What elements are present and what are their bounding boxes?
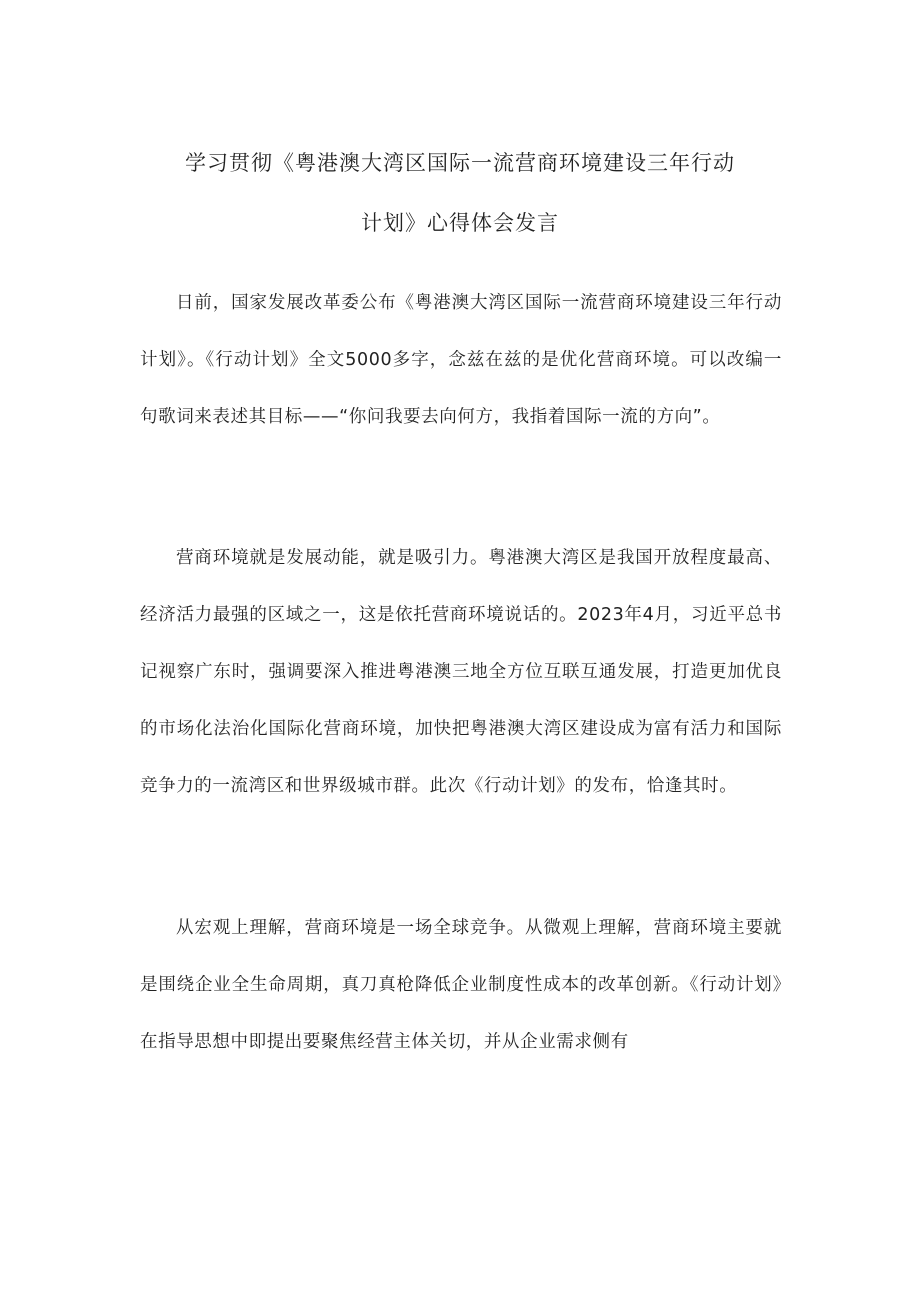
document-title-line-1: 学习贯彻《粤港澳大湾区国际一流营商环境建设三年行动 bbox=[185, 151, 735, 175]
body-paragraph-2: 营商环境就是发展动能，就是吸引力。粤港澳大湾区是我国开放程度最高、经济活力最强的区域之一，这是依托营商环境说话的。2023年4月，习近平总书记视察广东时，强调要深入推进粤港澳三地全方位互联互通发展，打造更加优良的市场化法治化国际化营商环境，加快把粤港澳大湾区建设成为富有活力和国际竞争力的一流湾区和世界级城市群。此次《行动计划》的发布，恰逢其时。 bbox=[140, 548, 782, 796]
document-title-line-2: 计划》心得体会发言 bbox=[361, 211, 559, 235]
body-paragraph-1: 日前，国家发展改革委公布《粤港澳大湾区国际一流营商环境建设三年行动计划》。《行动计划》全文5000多字，念兹在兹的是优化营商环境。可以改编一句歌词来表述其目标——“你问我要去向何方，我指着国际一流的方向”。 bbox=[140, 293, 782, 427]
body-paragraph-3: 从宏观上理解，营商环境是一场全球竞争。从微观上理解，营商环境主要就是围绕企业全生命周期，真刀真枪降低企业制度性成本的改革创新。《行动计划》在指导思想中即提出要聚焦经营主体关切，并从企业需求侧有 bbox=[140, 918, 782, 1052]
